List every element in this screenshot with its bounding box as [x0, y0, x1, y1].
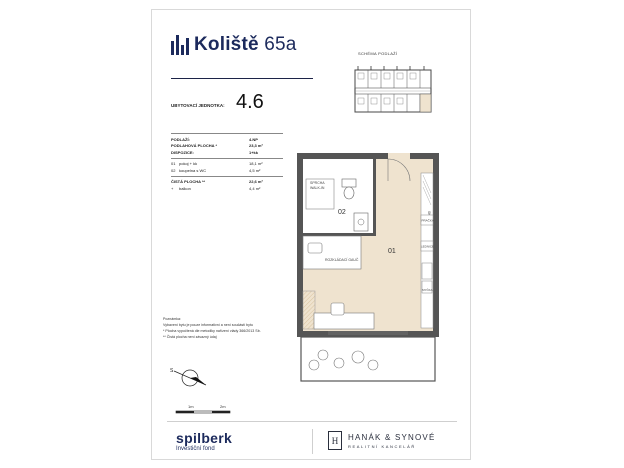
area-unit: m² [257, 143, 263, 149]
balcony-value: 4,4 [249, 185, 255, 191]
hanak-name: HANÁK & SYNOVÉ [348, 432, 436, 442]
svg-text:WALK-IN: WALK-IN [310, 186, 325, 190]
project-title [194, 34, 297, 56]
project-title-bold: Koliště [194, 34, 259, 55]
footer-divider [167, 421, 457, 422]
floor-scheme-label: SCHÉMA PODLAŽÍ [358, 51, 398, 56]
north-arrow-icon [170, 366, 210, 390]
desk [314, 313, 374, 329]
scale-bar [174, 403, 234, 417]
area-value: 23,3 [249, 143, 257, 149]
area-label: PODLAHOVÁ PLOCHA * [171, 143, 218, 149]
scale-label: 2m [220, 404, 226, 409]
compass-letter: S [170, 368, 174, 374]
floor-value: 4.NP [249, 136, 258, 142]
balcony-label: balkon [179, 185, 191, 191]
title-rule [171, 78, 313, 79]
notes-line: * Plocha vypočtená dle metodiky nařízení vlády 366/2013 Sb. [163, 329, 261, 333]
floorplan-sheet [151, 9, 471, 460]
washer-label: PRAČKA [421, 218, 434, 223]
notes-line: ** Čistá plocha není závazný údaj [163, 335, 217, 339]
room-02-label: 02 [338, 209, 346, 216]
hanak-logo [328, 431, 436, 450]
scale-label: 1m [188, 404, 194, 409]
fridge-label: LEDNICE [421, 244, 435, 249]
net-area-value: 22,6 [249, 179, 257, 185]
room-row: 01 pokoj + kk 18,1 m² [171, 161, 263, 167]
spilberk-brand: spilberk [176, 430, 233, 446]
notes-line: Vybavení bytu je pouze informativní a není součástí bytu [163, 323, 253, 327]
unit-label: UBYTOVACÍ JEDNOTKA: [171, 103, 225, 108]
project-logo [171, 34, 297, 56]
unit-number: 4.6 [236, 91, 264, 113]
layout-label: DISPOZICE: [171, 149, 194, 155]
spilberk-subtitle: Investiční fond [176, 446, 215, 452]
dishwasher-label: MYČKA [422, 288, 433, 292]
hanak-subtitle: REALITNÍ KANCELÁŘ [348, 443, 416, 449]
floor-scheme-diagram [354, 60, 432, 116]
floor-plan [288, 153, 440, 383]
wardrobe [303, 291, 315, 329]
layout-value: 1+kk [249, 149, 259, 155]
notes-title: Poznámka: [163, 317, 181, 321]
room-row: 02 koupelna s WC 4,5 m² [171, 167, 261, 173]
floor-label: PODLAŽÍ: [171, 136, 190, 142]
spilberk-logo [176, 430, 232, 452]
net-area-label: ČISTÁ PLOCHA ** [171, 179, 206, 185]
footer-vertical-divider [312, 429, 313, 454]
room-01-label: 01 [388, 248, 396, 255]
sofa-label: ROZKLÁDACÍ GAUČ [325, 258, 359, 262]
shower-label: SPRCHA [310, 181, 325, 185]
logo-bars-icon [171, 35, 189, 55]
project-title-light: 65a [264, 34, 297, 55]
specs-table: PODLAŽÍ: 4.NP PODLAHOVÁ PLOCHA * 23,3 m² DISPOZICE: 1+kk 01 pokoj + kk 18,1 m² 02 koupelna s WC 4,5 m² ČISTÁ PLOCHA ** 22,6 m² + balkon 4,4 m² [171, 131, 283, 192]
hanak-monogram: H [328, 431, 342, 450]
